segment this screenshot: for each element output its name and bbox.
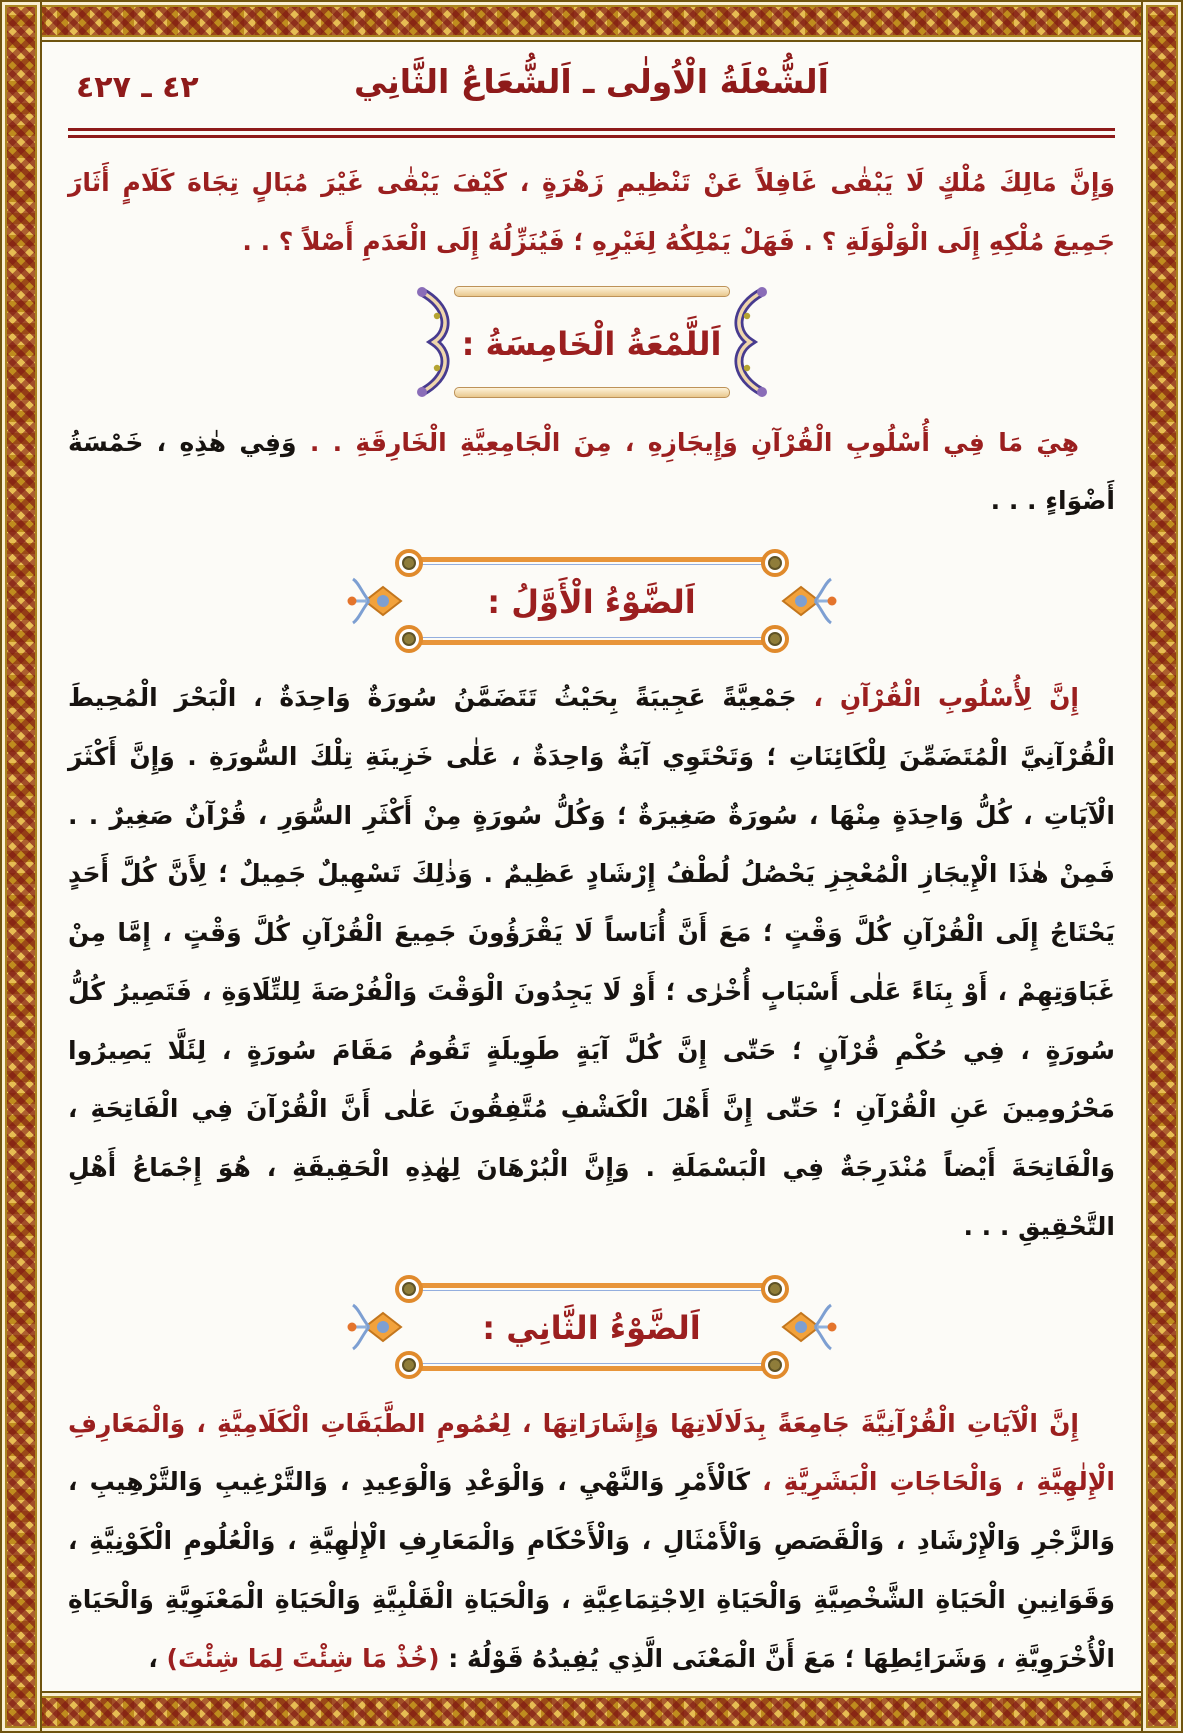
text-run-red: إِنَّ لِأُسْلُوبِ الْقُرْآنِ ، <box>813 683 1079 712</box>
ornamental-border-top <box>0 0 1183 42</box>
daw1-section-title: اَلضَّوْءُ الْأَوَّلُ : <box>487 583 696 621</box>
lamia-paragraph <box>68 414 1115 532</box>
daw2-paragraph <box>68 1395 1115 1689</box>
text-run-red: إِنَّ الْآيَاتِ الْقُرْآنِيَّةَ جَامِعَةً بِدَلَالَاتِهَا وَإِشَارَاتِهَا ، لِعُمُومِ الطَّبَقَاتِ الْكَلَامِيَّةِ ، وَالْمَعَارِفِ الْإِلٰهِيَّةِ ، وَالْحَاجَاتِ الْبَشَرِيَّةِ ، <box>68 1408 1115 1497</box>
page-title: اَلشُّعْلَةُ الْاُولٰى ـ اَلشُّعَاعُ الثَّانِي <box>354 62 829 101</box>
text-run-black: ، <box>148 1643 167 1673</box>
text-run-red: وَإِنَّ مَالِكَ مُلْكٍ لَا يَبْقٰى غَافِلاً عَنْ تَنْظِيمِ زَهْرَةٍ ، كَيْفَ يَبْقٰى غَيْرَ مُبَالٍ تِجَاهَ كَلَامٍ أَثَارَ جَمِيعَ مُلْكِهِ إِلَى الْوَلْوَلَةِ ؟ . فَهَلْ يَمْلِكُهُ لِغَيْرِهِ ؛ فَيُنَزِّلُهُ إِلَى الْعَدَمِ أَصْلاً ؟ . . <box>68 168 1115 256</box>
lamia-header-frame <box>418 286 766 398</box>
text-run-black: جَمْعِيَّةً عَجِيبَةً بِحَيْثُ تَتَضَمَّنُ سُورَةٌ وَاحِدَةٌ ، الْبَحْرَ الْمُحِيطَ الْقُرْآنِيَّ الْمُتَضَمِّنَ لِلْكَائِنَاتِ ؛ وَتَحْتَوِي آيَةٌ وَاحِدَةٌ ، عَلٰى خَزِينَةِ تِلْكَ السُّورَةِ . وَإِنَّ أَكْثَرَ الْآيَاتِ ، كُلُّ وَاحِدَةٍ مِنْهَا ، سُورَةٌ صَغِيرَةٌ ؛ وَكُلُّ سُورَةٍ مِنْ أَكْثَرِ السُّوَرِ ، قُرْآنٌ صَغِيرٌ . . فَمِنْ هٰذَا الْإِيجَازِ الْمُعْجِزِ يَحْصُلُ لُطْفُ إِرْشَادٍ عَظِيمٌ . وَذٰلِكَ تَسْهِيلٌ جَمِيلٌ ؛ لِأَنَّ كُلَّ أَحَدٍ يَحْتَاجُ إِلَى الْقُرْآنِ كُلَّ وَقْتٍ ؛ مَعَ أَنَّ أُنَاساً لَا يَقْرَؤُونَ جَمِيعَ الْقُرْآنِ كُلَّ وَقْتٍ ، إِمَّا مِنْ غَبَاوَتِهِمْ ، أَوْ بِنَاءً عَلٰى أَسْبَابٍ أُخْرٰى ؛ أَوْ لَا يَجِدُونَ الْوَقْتَ وَالْفُرْصَةَ لِلتِّلَاوَةِ ، فَتَصِيرُ كُلُّ سُورَةٍ ، فِي حُكْمِ قُرْآنٍ ؛ حَتّٰى إِنَّ كُلَّ آيَةٍ طَوِيلَةٍ تَقُومُ مَقَامَ سُورَةٍ ، لِئَلَّا يَصِيرُوا مَحْرُومِينَ عَنِ الْقُرْآنِ ؛ حَتّٰى إِنَّ أَهْلَ الْكَشْفِ مُتَّفِقُونَ عَلٰى أَنَّ الْقُرْآنَ فِي الْفَاتِحَةِ ، وَالْفَاتِحَةَ أَيْضاً مُنْدَرِجَةٌ فِي الْبَسْمَلَةِ . وَإِنَّ الْبُرْهَانَ لِهٰذِهِ الْحَقِيقَةِ ، هُوَ إِجْمَاعُ أَهْلِ التَّحْقِيقِ . . . <box>68 683 1115 1241</box>
daw1-header-frame <box>357 549 827 653</box>
header-double-rule <box>68 128 1115 138</box>
text-run-black: كَالْأَمْرِ وَالنَّهْيِ ، وَالْوَعْدِ وَالْوَعِيدِ ، وَالتَّرْغِيبِ وَالتَّرْهِيبِ ، وَالزَّجْرِ وَالْإِرْشَادِ ، وَالْقَصَصِ وَالْأَمْثَالِ ، وَالْأَحْكَامِ وَالْمَعَارِفِ الْإِلٰهِيَّةِ ، وَالْعُلُومِ الْكَوْنِيَّةِ ، وَقَوَانِينِ الْحَيَاةِ الشَّخْصِيَّةِ وَالْحَيَاةِ الِاجْتِمَاعِيَّةِ ، وَالْحَيَاةِ الْقَلْبِيَّةِ وَالْحَيَاةِ الْمَعْنَوِيَّةِ وَالْحَيَاةِ الْأُخْرَوِيَّةِ ، وَشَرَائِطِهَا ؛ مَعَ أَنَّ الْمَعْنَى الَّذِي يُفِيدُهُ قَوْلُهُ : <box>68 1467 1115 1673</box>
text-run-black: وَفِي هٰذِهِ ، خَمْسَةُ أَضْوَاءٍ . . . <box>68 427 1115 516</box>
quote-run-red: (خُذْ مَا شِئْتَ لِمَا شِئْتَ) <box>166 1643 440 1673</box>
ornamental-border-bottom <box>0 1691 1183 1733</box>
intro-paragraph <box>68 154 1115 272</box>
lamia-section-title: اَللَّمْعَةُ الْخَامِسَةُ : <box>461 324 722 363</box>
ornamental-border-right <box>1141 0 1183 1733</box>
ornamental-border-left <box>0 0 42 1733</box>
daw2-section-title: اَلضَّوْءُ الثَّانِي : <box>482 1308 701 1347</box>
daw1-paragraph <box>68 669 1115 1257</box>
text-run-red: هِيَ مَا فِي أُسْلُوبِ الْقُرْآنِ وَإِيجَازِهِ ، مِنَ الْجَامِعِيَّةِ الْخَارِقَةِ . . <box>309 427 1079 457</box>
page-number: ٤٢ ـ ٤٢٧ <box>76 70 199 105</box>
page-header <box>68 60 1115 120</box>
page-content <box>38 38 1145 1695</box>
daw2-header-frame <box>357 1275 827 1379</box>
